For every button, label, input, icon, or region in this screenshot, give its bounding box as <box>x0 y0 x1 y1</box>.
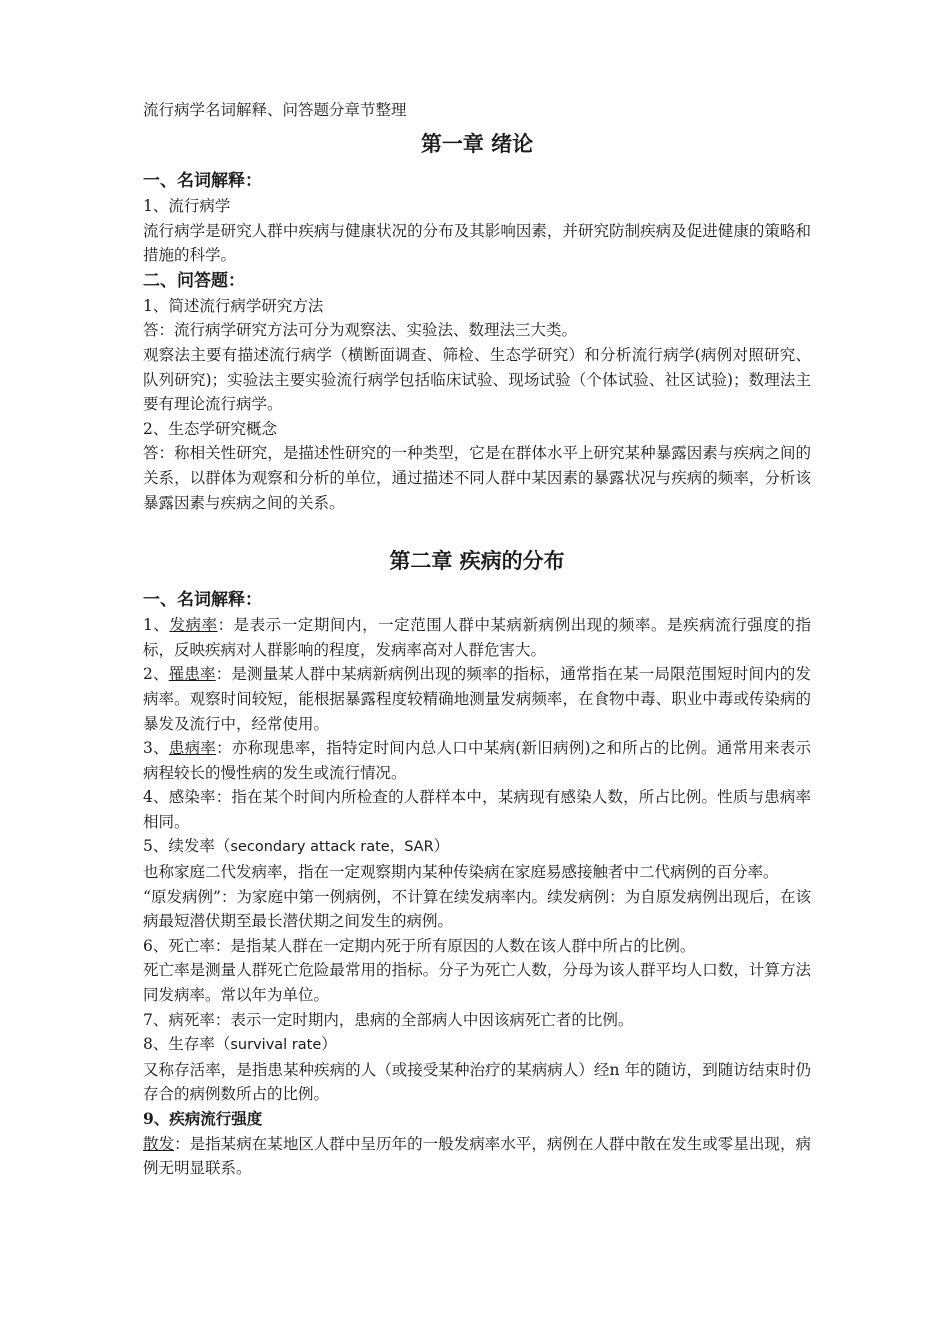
ch2-item-sar-label <box>143 834 811 860</box>
ch2-item-sar-definition: 也称家庭二代发病率，指在一定观察期内某种传染病在家庭易感接触者中二代病例的百分率。 <box>143 863 779 882</box>
ch2-item-incidence <box>143 613 811 662</box>
ch1-term-1-definition: 流行病学是研究人群中疾病与健康状况的分布及其影响因素，并研究防制疾病及促进健康的策略和措施的科学。 <box>143 221 811 265</box>
ch2-item-infection-rate: 4、感染率：指在某个时间内所检查的人群样本中，某病现有感染人数，所占比例。性质与患病率相同。 <box>143 788 811 831</box>
ch2-item-survival-definition: 又称存活率，是指患某种疾病的人（或接受某种治疗的某病病人）经n 年的随访，到随访结束时仍存合的病例数所占的比例。 <box>143 1060 811 1104</box>
chapter-2-title: 第二章 疾病的分布 <box>389 549 565 574</box>
term-attack-rate: 罹患率 <box>168 665 216 684</box>
survival-label-end: ） <box>321 1035 337 1054</box>
document-title: 流行病学名词解释、问答题分章节整理 <box>143 101 407 119</box>
sar-label-cn: 5、续发率（ <box>143 837 231 856</box>
sar-label-end: ） <box>433 837 450 856</box>
ch2-section-definitions: 一、名词解释： <box>143 590 262 611</box>
ch2-item-prevalence <box>143 736 811 785</box>
item-text: ：亦称现患率，指特定时间内总人口中某病(新旧病例)之和所占的比例。通常用来表示病程较长的慢性病的发生或流行情况。 <box>143 739 811 782</box>
ch2-item-mortality-definition: 死亡率是测量人群死亡危险最常用的指标。分子为死亡人数，分母为该人群平均人口数，计算方法同发病率。常以年为单位。 <box>143 961 811 1005</box>
ch2-item-sporadic <box>143 1132 811 1181</box>
ch1-section-definitions: 一、名词解释： <box>143 171 262 191</box>
term-sporadic: 散发 <box>143 1134 175 1153</box>
document-content <box>143 98 811 1181</box>
ch2-item-epidemic-intensity: 9、疾病流行强度 <box>143 1109 263 1128</box>
item-text: ：是表示一定期间内，一定范围人群中某病新病例出现的频率。是疾病流行强度的指标，反映疾病对人群影响的程度，发病率高对人群危害大。 <box>143 616 811 659</box>
item-number: 3、 <box>143 739 169 758</box>
ch2-item-sar-definition-2: “原发病例”：为家庭中第一例病例，不计算在续发病率内。续发病例：为自原发病例出现后，在该病最短潜伏期至最长潜伏期之间发生的病例。 <box>143 887 811 931</box>
item-number: 2、 <box>143 665 169 684</box>
item-number: 1、 <box>143 616 170 635</box>
item-text: ：是测量某人群中某病新病例出现的频率的指标，通常指在某一局限范围短时间内的发病率。观察时间较短，能根据暴露程度较精确地测量发病频率，在食物中毒、职业中毒或传染病的暴发及流行中，经常使用。 <box>143 665 811 733</box>
ch1-section-qa: 二、问答题： <box>143 270 245 291</box>
ch1-answer-1: 答：流行病学研究方法可分为观察法、实验法、数理法三大类。 <box>143 321 578 340</box>
ch1-question-2: 2、生态学研究概念 <box>143 419 277 438</box>
ch2-item-mortality: 6、死亡率：是指某人群在一定期内死于所有原因的人数在该人群中所占的比例。 <box>143 936 696 955</box>
ch1-answer-2: 答：称相关性研究，是描述性研究的一种类型，它是在群体水平上研究某种暴露因素与疾病之间的关系，以群体为观察和分析的单位，通过描述不同人群中某因素的暴露状况与疾病的频率，分析该暴露因素与疾病之间的关系。 <box>143 444 811 512</box>
ch2-item-fatality: 7、病死率：表示一定时期内，患病的全部病人中因该病死亡者的比例。 <box>143 1010 634 1029</box>
ch1-question-1: 1、简述流行病学研究方法 <box>143 296 324 315</box>
term-incidence-rate: 发病率 <box>169 616 218 635</box>
chapter-1-title: 第一章 绪论 <box>420 132 534 156</box>
term-prevalence-rate: 患病率 <box>168 739 217 758</box>
ch1-answer-1-detail: 观察法主要有描述流行病学（横断面调查、筛检、生态学研究）和分析流行病学(病例对照研究、队列研究)；实验法主要实验流行病学包括临床试验、现场试验（个体试验、社区试验)；数理法主要有理论流行病学。 <box>143 345 811 414</box>
ch1-term-1-label: 1、流行病学 <box>143 197 231 215</box>
item-text: ：是指某病在某地区人群中呈历年的一般发病率水平，病例在人群中散在发生或零星出现，病例无明显联系。 <box>143 1134 811 1178</box>
ch2-item-attack-rate <box>143 662 811 736</box>
survival-label-cn: 8、生存率（ <box>143 1035 231 1054</box>
ch2-item-survival-label <box>143 1032 811 1058</box>
survival-label-en: survival rate <box>230 1037 322 1054</box>
sar-label-en: secondary attack rate，SAR <box>230 839 434 856</box>
